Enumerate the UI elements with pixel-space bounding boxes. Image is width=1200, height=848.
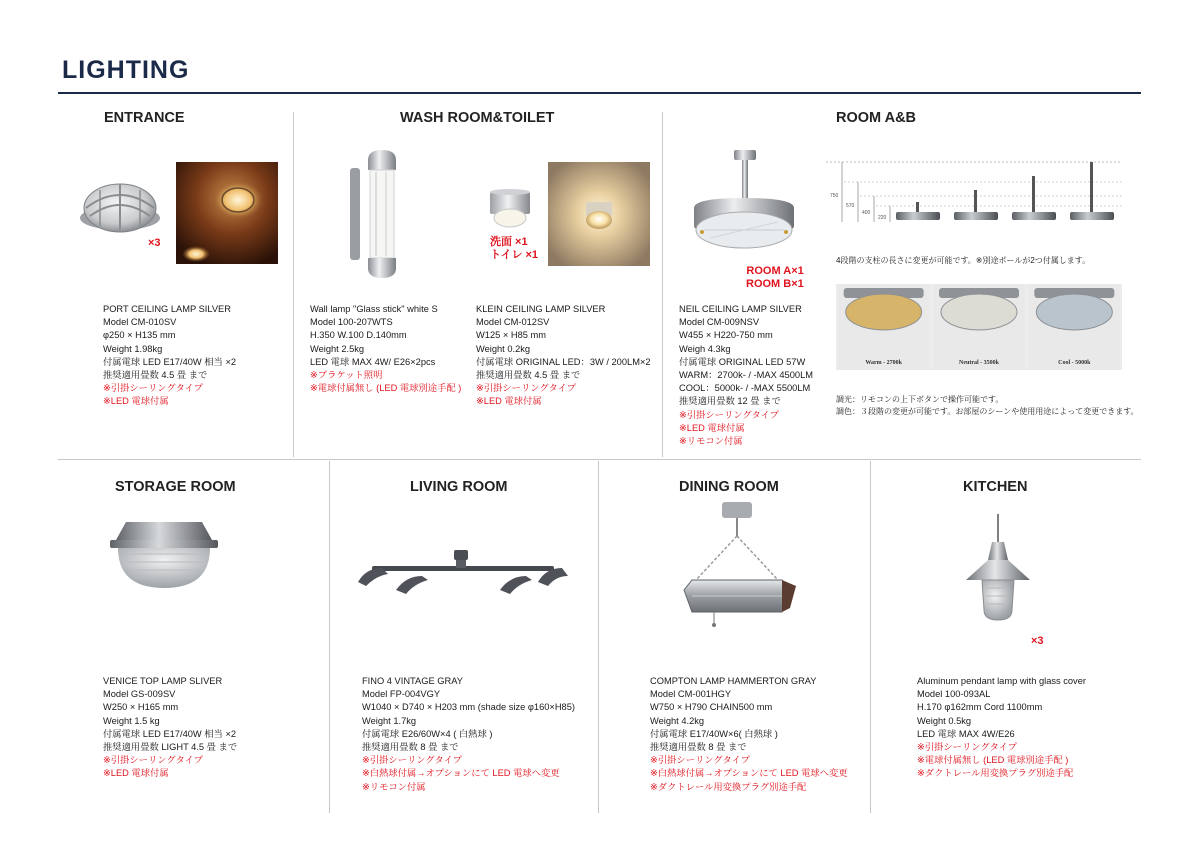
spec-note: ※白熱球付属→オプションにて LED 電球へ変更 xyxy=(650,768,848,779)
spec-note: ※LED 電球付属 xyxy=(679,422,745,433)
wash-ceiling-spec xyxy=(476,303,651,409)
spec-line: NEIL CEILING LAMP SILVER xyxy=(679,304,802,314)
tone-label: Warm - 2700k xyxy=(865,360,903,366)
spec-line: LED 電球 MAX 4W/E26 xyxy=(917,728,1015,739)
spec-line: Aluminum pendant lamp with glass cover xyxy=(917,676,1086,686)
spec-line: W455 × H220-750 mm xyxy=(679,330,773,341)
spec-line: Model 100-093AL xyxy=(917,689,991,700)
spec-note: ※引掛シーリングタイプ xyxy=(476,383,576,394)
venice-lamp-photo xyxy=(106,518,222,590)
column-divider-3 xyxy=(329,461,330,813)
tone-swatch xyxy=(1029,284,1120,370)
wash-quantity xyxy=(490,236,538,262)
column-divider-1 xyxy=(293,112,294,457)
spec-line: 付属電球 ORIGINAL LED 57W xyxy=(679,356,806,367)
section-heading-storage-room: STORAGE ROOM xyxy=(115,479,236,495)
wash-quantity-1: 洗面 ×1 xyxy=(490,236,528,248)
spec-note: ※白熱球付属→オプションにて LED 電球へ変更 xyxy=(362,768,560,779)
spec-note: ※電球付属無し (LED 電球別途手配 ) xyxy=(917,755,1069,766)
height-label: 750 xyxy=(830,193,839,199)
spec-note: ※引掛シーリングタイプ xyxy=(650,755,750,766)
spec-note: ※ダクトレール用変換プラグ別途手配 xyxy=(917,768,1074,779)
spec-line: W750 × H790 CHAIN500 mm xyxy=(650,702,773,713)
spec-line: Model CM-001HGY xyxy=(650,689,732,700)
spec-line: 推奨適用畳数 8 畳 まで xyxy=(650,742,747,753)
spec-note: ※引掛シーリングタイプ xyxy=(362,755,462,766)
spec-note: ※ブラケット照明 xyxy=(310,370,383,381)
tone-swatch xyxy=(838,284,929,370)
spec-line: Model GS-009SV xyxy=(103,689,176,700)
pole-note: 4段階の支柱の長さに変更が可能です。※別途ポールが2つ付属します。 xyxy=(836,256,1091,265)
height-label: 220 xyxy=(878,215,887,221)
wash-wall-spec xyxy=(310,303,461,395)
kitchen-quantity: ×3 xyxy=(1031,635,1044,647)
spec-line: 推奨適用畳数 12 畳 まで xyxy=(679,396,781,407)
glass-stick-wall-lamp-photo xyxy=(344,146,404,282)
spec-line: VENICE TOP LAMP SLIVER xyxy=(103,676,223,686)
neil-spec xyxy=(679,303,813,448)
spec-note: ※LED 電球付属 xyxy=(103,396,169,407)
spec-line: Weigh 4.3kg xyxy=(679,343,731,354)
section-heading-room-ab: ROOM A&B xyxy=(836,110,917,126)
spec-line: WARM：2700k- / -MAX 4500LM xyxy=(679,370,813,381)
spec-line: Weight 1.98kg xyxy=(103,343,163,354)
title-divider xyxy=(58,92,1141,94)
page-title: LIGHTING xyxy=(62,56,190,84)
compton-lamp-photo xyxy=(674,500,800,630)
spec-line: COMPTON LAMP HAMMERTON GRAY xyxy=(650,676,817,686)
spec-line: Weight 1.7kg xyxy=(362,715,417,726)
height-label: 570 xyxy=(846,203,855,209)
spec-line: Wall lamp "Glass stick" white S xyxy=(310,304,438,314)
spec-line: COOL：5000k- / -MAX 5500LM xyxy=(679,383,811,394)
spec-line: Weight 0.5kg xyxy=(917,715,972,726)
spec-line: Model 100-207WTS xyxy=(310,317,393,328)
height-label: 400 xyxy=(862,210,871,216)
wash-quantity-2: トイレ ×1 xyxy=(490,249,539,261)
spec-line: Weight 2.5kg xyxy=(310,343,365,354)
section-heading-living-room: LIVING ROOM xyxy=(410,479,508,495)
spec-line: H.170 φ162mm Cord 1100mm xyxy=(917,702,1043,713)
entrance-installed-photo xyxy=(176,162,278,264)
dimming-notes xyxy=(836,394,1139,418)
column-divider-5 xyxy=(870,461,871,813)
spec-note: ※電球付属無し (LED 電球別途手配 ) xyxy=(310,383,462,394)
spec-line: 付属電球 LED E17/40W 相当 ×2 xyxy=(103,728,237,739)
spec-line: 推奨適用畳数 4.5 畳 まで xyxy=(103,370,208,381)
klein-installed-photo xyxy=(548,162,650,266)
spec-line: 推奨適用畳数 8 畳 まで xyxy=(362,742,459,753)
tone-label: Cool - 5000k xyxy=(1058,360,1091,366)
spec-line: W125 × H85 mm xyxy=(476,330,547,341)
living-spec xyxy=(362,675,575,794)
spec-note: ※ダクトレール用変換プラグ別途手配 xyxy=(650,781,807,792)
spec-line: Model FP-004VGY xyxy=(362,689,441,700)
spec-note: ※引掛シーリングタイプ xyxy=(679,409,779,420)
spec-line: 付属電球 E17/40W×6( 白熱球 ) xyxy=(650,728,778,739)
spec-note: ※リモコン付属 xyxy=(362,781,426,792)
spec-note: ※引掛シーリングタイプ xyxy=(917,742,1017,753)
spec-line: KLEIN CEILING LAMP SILVER xyxy=(476,304,606,314)
spec-line: H.350 W.100 D.140mm xyxy=(310,330,407,341)
aluminum-pendant-photo xyxy=(960,512,1036,632)
spec-line: φ250 × H135 mm xyxy=(103,330,176,341)
section-heading-kitchen: KITCHEN xyxy=(963,479,1028,495)
spec-line: 付属電球 E26/60W×4 ( 白熱球 ) xyxy=(362,728,493,739)
spec-line: Weight 4.2kg xyxy=(650,715,705,726)
column-divider-4 xyxy=(598,461,599,813)
kitchen-spec xyxy=(917,675,1086,781)
klein-lamp-photo xyxy=(486,188,534,230)
spec-line: W250 × H165 mm xyxy=(103,702,179,713)
spec-line: Model CM-009NSV xyxy=(679,317,760,328)
toning-note: 調色：３段階の変更が可能です。お部屋のシーンや使用用途によって変更できます。 xyxy=(836,407,1139,416)
row-divider xyxy=(58,459,1141,460)
color-tone-swatches xyxy=(836,284,1122,370)
section-heading-dining-room: DINING ROOM xyxy=(679,479,779,495)
spec-line: 推奨適用畳数 4.5 畳 まで xyxy=(476,370,581,381)
dimming-note: 調光：リモコンの上下ボタンで操作可能です。 xyxy=(836,395,1004,404)
spec-note: ※リモコン付属 xyxy=(679,436,743,447)
spec-note: ※LED 電球付属 xyxy=(476,396,542,407)
spec-note: ※引掛シーリングタイプ xyxy=(103,383,203,394)
spec-line: 推奨適用畳数 LIGHT 4.5 畳 まで xyxy=(103,742,238,753)
tone-swatch xyxy=(933,284,1024,370)
column-divider-2 xyxy=(662,112,663,457)
dining-spec xyxy=(650,675,848,794)
neil-quantity xyxy=(746,265,804,291)
spec-line: Weight 1.5 kg xyxy=(103,715,160,726)
tone-label: Neutral - 3500k xyxy=(959,360,999,366)
spec-line: 付属電球 ORIGINAL LED：3W / 200LM×2 xyxy=(476,356,651,367)
port-lamp-photo xyxy=(78,172,162,238)
spec-line: FINO 4 VINTAGE GRAY xyxy=(362,676,463,686)
spec-line: W1040 × D740 × H203 mm (shade size φ160×H85) xyxy=(362,702,575,713)
section-heading-wash-room: WASH ROOM&TOILET xyxy=(400,110,555,126)
fino-lamp-photo xyxy=(352,546,574,600)
section-heading-entrance: ENTRANCE xyxy=(104,110,185,126)
spec-line: 付属電球 LED E17/40W 相当 ×2 xyxy=(103,356,237,367)
spec-line: LED 電球 MAX 4W/ E26×2pcs xyxy=(310,356,436,367)
spec-line: Model CM-010SV xyxy=(103,317,177,328)
entrance-quantity: ×3 xyxy=(148,237,161,249)
storage-spec xyxy=(103,675,237,781)
spec-note: ※LED 電球付属 xyxy=(103,768,169,779)
spec-note: ※引掛シーリングタイプ xyxy=(103,755,203,766)
neil-lamp-photo xyxy=(680,146,808,274)
spec-line: PORT CEILING LAMP SILVER xyxy=(103,304,231,314)
neil-quantity-1: ROOM A×1 xyxy=(746,265,804,277)
entrance-spec xyxy=(103,303,236,409)
spec-line: Model CM-012SV xyxy=(476,317,550,328)
neil-quantity-2: ROOM B×1 xyxy=(746,278,804,290)
pole-height-diagram xyxy=(826,150,1126,240)
spec-line: Weight 0.2kg xyxy=(476,343,531,354)
